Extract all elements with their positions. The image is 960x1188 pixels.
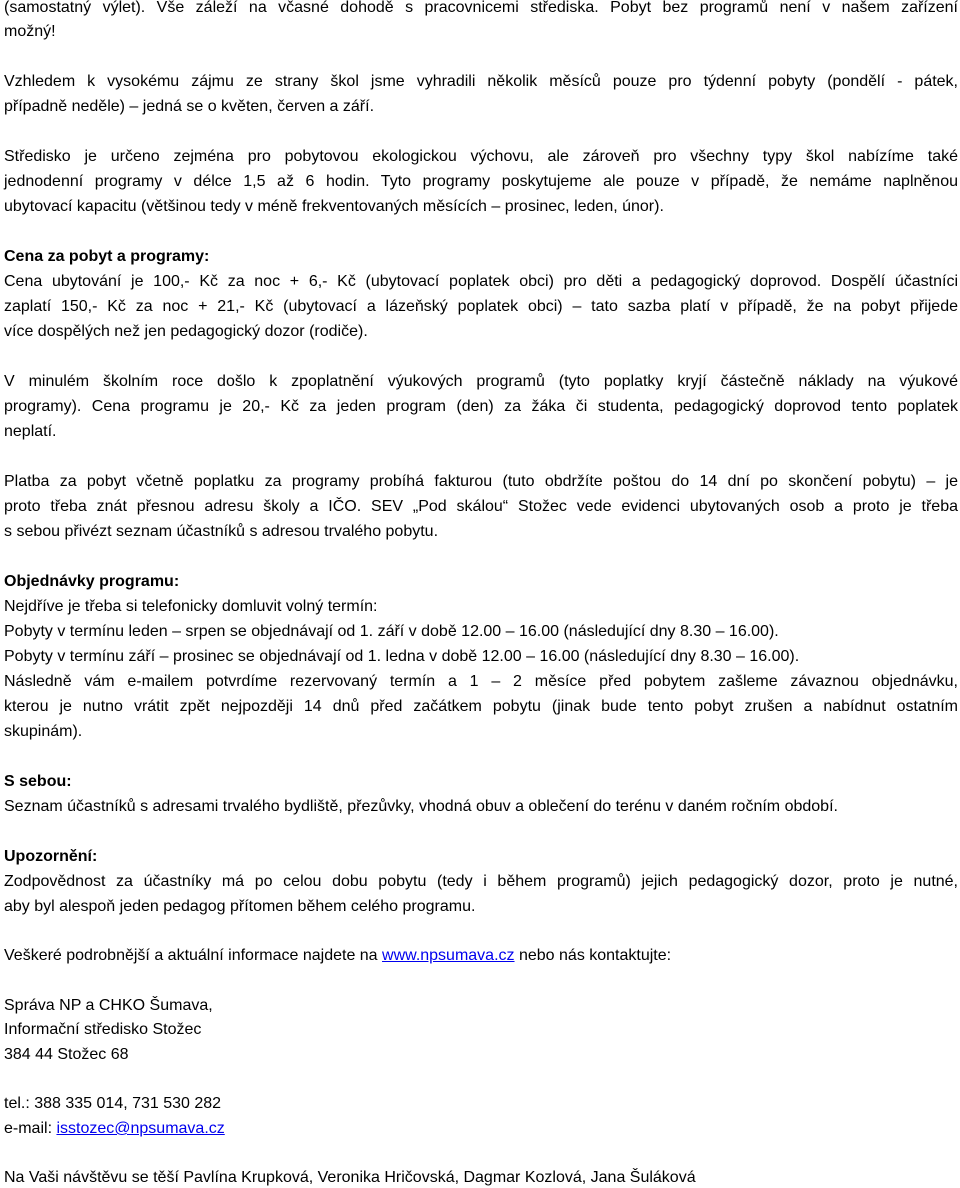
- price-line-3: více dospělých než jen pedagogický dozor (rodiče).: [4, 323, 368, 340]
- orders-line-4: Následně vám e-mailem potvrdíme rezervovaný termín a 1 – 2 měsíce před pobytem zašleme závaznou objednávku,: [4, 673, 958, 690]
- orders-heading: Objednávky programu:: [4, 573, 180, 590]
- address-line-2: Informační středisko Stožec: [4, 1021, 202, 1038]
- orders-line-2: Pobyty v termínu leden – srpen se objednávají od 1. září v době 12.00 – 16.00 (následující dny 8.30 – 16.00).: [4, 623, 779, 640]
- notice-line-1: Zodpovědnost za účastníky má po celou dobu pobytu (tedy i během programů) jejich pedagogický dozor, proto je nutné,: [4, 873, 958, 890]
- notice-line-2: aby byl alespoň jeden pedagog přítomen během celého programu.: [4, 898, 476, 915]
- website-link[interactable]: www.npsumava.cz: [382, 947, 515, 964]
- bring-line-1: Seznam účastníků s adresami trvalého bydliště, přezůvky, vhodná obuv a oblečení do terénu v daném ročním období.: [4, 798, 838, 815]
- fees-line-3: neplatí.: [4, 423, 57, 440]
- address-line-3: 384 44 Stožec 68: [4, 1046, 129, 1063]
- price-heading: Cena za pobyt a programy:: [4, 248, 210, 265]
- fees-line-1: V minulém školním roce došlo k zpoplatnění výukových programů (tyto poplatky kryjí částečně náklady na výukové: [4, 373, 958, 390]
- phone-line: tel.: 388 335 014, 731 530 282: [4, 1095, 222, 1112]
- email-label: e-mail:: [4, 1120, 57, 1137]
- center-line-1: Středisko je určeno zejména pro pobytovou ekologickou výchovu, ale zároveň pro všechny typy škol nabízíme také: [4, 148, 958, 165]
- weekly-line-1: Vzhledem k vysokému zájmu ze strany škol jsme vyhradili několik měsíců pouze pro týdenní pobyty (pondělí - pátek,: [4, 73, 958, 90]
- notice-heading: Upozornění:: [4, 848, 98, 865]
- price-line-1: Cena ubytování je 100,- Kč za noc + 6,- Kč (ubytovací poplatek obci) pro děti a pedagogický doprovod. Dospělí účastníci: [4, 273, 958, 290]
- email-line: [4, 1119, 958, 1139]
- address-line-1: Správa NP a CHKO Šumava,: [4, 997, 213, 1014]
- fees-line-2: programy). Cena programu je 20,- Kč za jeden program (den) za žáka či studenta, pedagogický doprovod tento poplatek: [4, 398, 958, 415]
- center-line-2: jednodenní programy v délce 1,5 až 6 hodin. Tyto programy poskytujeme ale pouze v případě, že nemáme naplněnou: [4, 173, 958, 190]
- intro-line-2: možný!: [4, 23, 56, 40]
- payment-line-2: proto třeba znát přesnou adresu školy a IČO. SEV „Pod skálou“ Stožec vede evidenci ubytovaných osob a proto je třeba: [4, 498, 958, 515]
- payment-line-1: Platba za pobyt včetně poplatku za programy probíhá fakturou (tuto obdržíte poštou do 14 dní po skončení pobytu) – je: [4, 473, 958, 490]
- price-line-2: zaplatí 150,- Kč za noc + 21,- Kč (ubytovací a lázeňský poplatek obci) – tato sazba platí v případě, že na pobyt přijede: [4, 298, 958, 315]
- more-info-contact-text: nebo nás kontaktujte:: [514, 947, 672, 964]
- closing-line: Na Vaši návštěvu se těší Pavlína Krupková, Veronika Hričovská, Dagmar Kozlová, Jana Šuláková: [4, 1169, 696, 1186]
- bring-heading: S sebou:: [4, 773, 72, 790]
- orders-line-1: Nejdříve je třeba si telefonicky domluvit volný termín:: [4, 598, 378, 615]
- orders-line-5: kterou je nutno vrátit zpět nejpozději 14 dnů před začátkem pobytu (jinak bude tento pobyt zrušen a nabídnut ostatním: [4, 698, 958, 715]
- weekly-line-2: případně neděle) – jedná se o květen, červen a září.: [4, 98, 375, 115]
- payment-line-3: s sebou přivézt seznam účastníků s adresou trvalého pobytu.: [4, 523, 439, 540]
- orders-line-6: skupinám).: [4, 723, 83, 740]
- orders-line-3: Pobyty v termínu září – prosinec se objednávají od 1. ledna v době 12.00 – 16.00 (následující dny 8.30 – 16.00).: [4, 648, 800, 665]
- center-line-3: ubytovací kapacitu (většinou tedy v méně frekventovaných měsících – prosinec, leden, únor).: [4, 198, 664, 215]
- more-info-text: Veškeré podrobnější a aktuální informace najdete na: [4, 947, 383, 964]
- email-link[interactable]: isstozec@npsumava.cz: [56, 1120, 225, 1137]
- more-info-line: [4, 946, 958, 966]
- intro-line-1: (samostatný výlet). Vše záleží na včasné dohodě s pracovnicemi střediska. Pobyt bez programů není v našem zařízení: [4, 0, 958, 16]
